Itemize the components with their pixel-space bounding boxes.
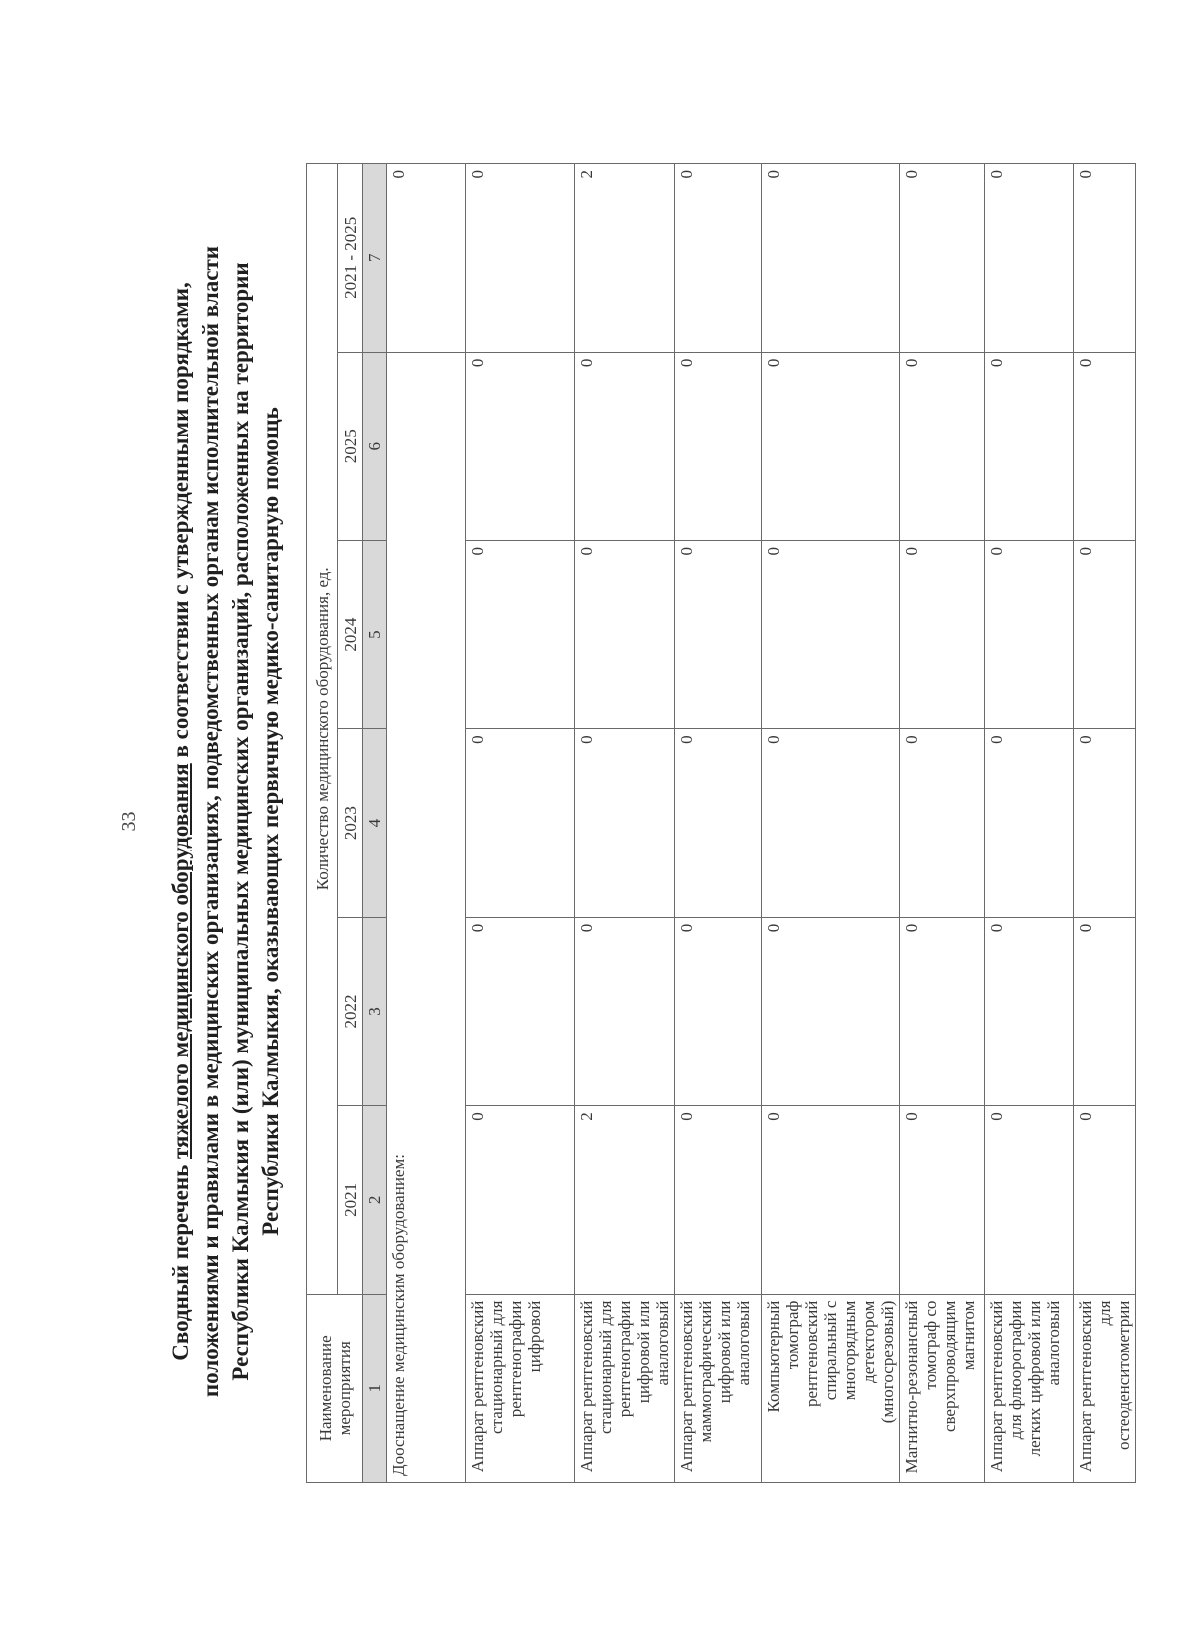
- column-number: 4: [363, 729, 387, 917]
- table-row: [1074, 164, 1136, 1483]
- row-name: Аппарат рентгеновский маммографический цифровой или аналоговый: [675, 1294, 762, 1482]
- table-row: [762, 164, 900, 1483]
- row-value: 0: [762, 540, 900, 728]
- row-value: 2: [575, 164, 675, 353]
- row-value: 0: [466, 1106, 575, 1294]
- row-value: 0: [1074, 164, 1136, 353]
- heading-line-3: Республики Калмыкия и (или) муниципальных медицинских организаций, расположенных на территории: [228, 262, 253, 1381]
- row-value: 0: [1074, 352, 1136, 540]
- page-number: 33: [118, 811, 140, 832]
- table-row: [985, 164, 1074, 1483]
- document-heading: [166, 160, 286, 1483]
- row-value: 0: [762, 352, 900, 540]
- equipment-table-container: [306, 163, 1136, 1483]
- row-value: 0: [985, 540, 1074, 728]
- table-row: [575, 164, 675, 1483]
- column-number: 7: [363, 164, 387, 353]
- row-value: 0: [675, 917, 762, 1105]
- header-row-years: [338, 164, 363, 1483]
- row-value: 0: [466, 917, 575, 1105]
- heading-line-1: [166, 160, 196, 1483]
- row-value: 0: [900, 164, 985, 353]
- header-year: 2022: [338, 917, 363, 1105]
- row-value: 0: [762, 1106, 900, 1294]
- header-year: 2025: [338, 352, 363, 540]
- header-year: 2021 - 2025: [338, 164, 363, 353]
- heading-line-1-suffix: в соответствии с утвержденными порядками,: [168, 282, 193, 764]
- row-value: 0: [985, 352, 1074, 540]
- table-row: [466, 164, 575, 1483]
- row-value: 0: [1074, 540, 1136, 728]
- row-value: 0: [762, 729, 900, 917]
- table-row: [675, 164, 762, 1483]
- row-name: Аппарат рентгеновский стационарный для рентгенографии цифровой: [466, 1294, 575, 1482]
- group-row: [387, 164, 466, 1483]
- row-value: 0: [762, 917, 900, 1105]
- row-value: 0: [575, 540, 675, 728]
- row-name: Аппарат рентгеновский для флюорографии легких цифровой или аналоговый: [985, 1294, 1074, 1482]
- row-name: Аппарат рентгеновский стационарный для рентгенографии цифровой или аналоговый: [575, 1294, 675, 1482]
- row-value: 2: [575, 1106, 675, 1294]
- table-row: [900, 164, 985, 1483]
- heading-line-2: положениями и правилами в медицинских организациях, подведомственных органам исполнительной власти: [198, 245, 223, 1398]
- row-name: Магнитно-резонансный томограф со сверхпроводящим магнитом: [900, 1294, 985, 1482]
- row-value: 0: [575, 729, 675, 917]
- heading-line-4: Республики Калмыкия, оказывающих первичную медико-санитарную помощь: [258, 407, 283, 1236]
- header-group: Количество медицинского оборудования, ед.: [307, 164, 338, 1295]
- row-value: 0: [466, 352, 575, 540]
- row-value: 0: [900, 1106, 985, 1294]
- row-name: Компьютерный томограф рентгеновский спиральный с многорядным детектором (многосрезовый): [762, 1294, 900, 1482]
- equipment-table: [306, 163, 1136, 1483]
- row-value: 0: [1074, 729, 1136, 917]
- row-value: 0: [985, 164, 1074, 353]
- row-value: 0: [1074, 917, 1136, 1105]
- row-value: 0: [985, 917, 1074, 1105]
- header-year: 2023: [338, 729, 363, 917]
- row-value: 0: [575, 352, 675, 540]
- column-number: 3: [363, 917, 387, 1105]
- row-value: 0: [466, 164, 575, 353]
- row-value: 0: [466, 729, 575, 917]
- column-number: 1: [363, 1294, 387, 1482]
- row-value: 0: [900, 917, 985, 1105]
- row-value: 0: [675, 352, 762, 540]
- column-number: 5: [363, 540, 387, 728]
- header-year: 2024: [338, 540, 363, 728]
- heading-line-1-prefix: Сводный перечень: [168, 1158, 193, 1361]
- column-number: 6: [363, 352, 387, 540]
- group-row-name: Дооснащение медицинским оборудованием:: [387, 352, 466, 1482]
- header-year: 2021: [338, 1106, 363, 1294]
- row-value: 0: [900, 540, 985, 728]
- column-number-row: [363, 164, 387, 1483]
- heading-line-1-underlined: тяжелого медицинского оборудования: [168, 763, 193, 1159]
- header-name: Наименование мероприятия: [307, 1294, 363, 1482]
- row-value: 0: [762, 164, 900, 353]
- row-value: 0: [985, 729, 1074, 917]
- header-row-group: [307, 164, 338, 1483]
- row-name: Аппарат рентгеновский для остеоденситометрии: [1074, 1294, 1136, 1482]
- row-value: 0: [900, 352, 985, 540]
- row-value: 0: [985, 1106, 1074, 1294]
- row-value: 0: [575, 917, 675, 1105]
- row-value: 0: [900, 729, 985, 917]
- row-value: 0: [466, 540, 575, 728]
- row-value: 0: [675, 540, 762, 728]
- column-number: 2: [363, 1106, 387, 1294]
- row-value: 0: [1074, 1106, 1136, 1294]
- row-value: 0: [675, 1106, 762, 1294]
- row-value: 0: [675, 164, 762, 353]
- row-value: 0: [675, 729, 762, 917]
- group-row-total: 0: [387, 164, 466, 353]
